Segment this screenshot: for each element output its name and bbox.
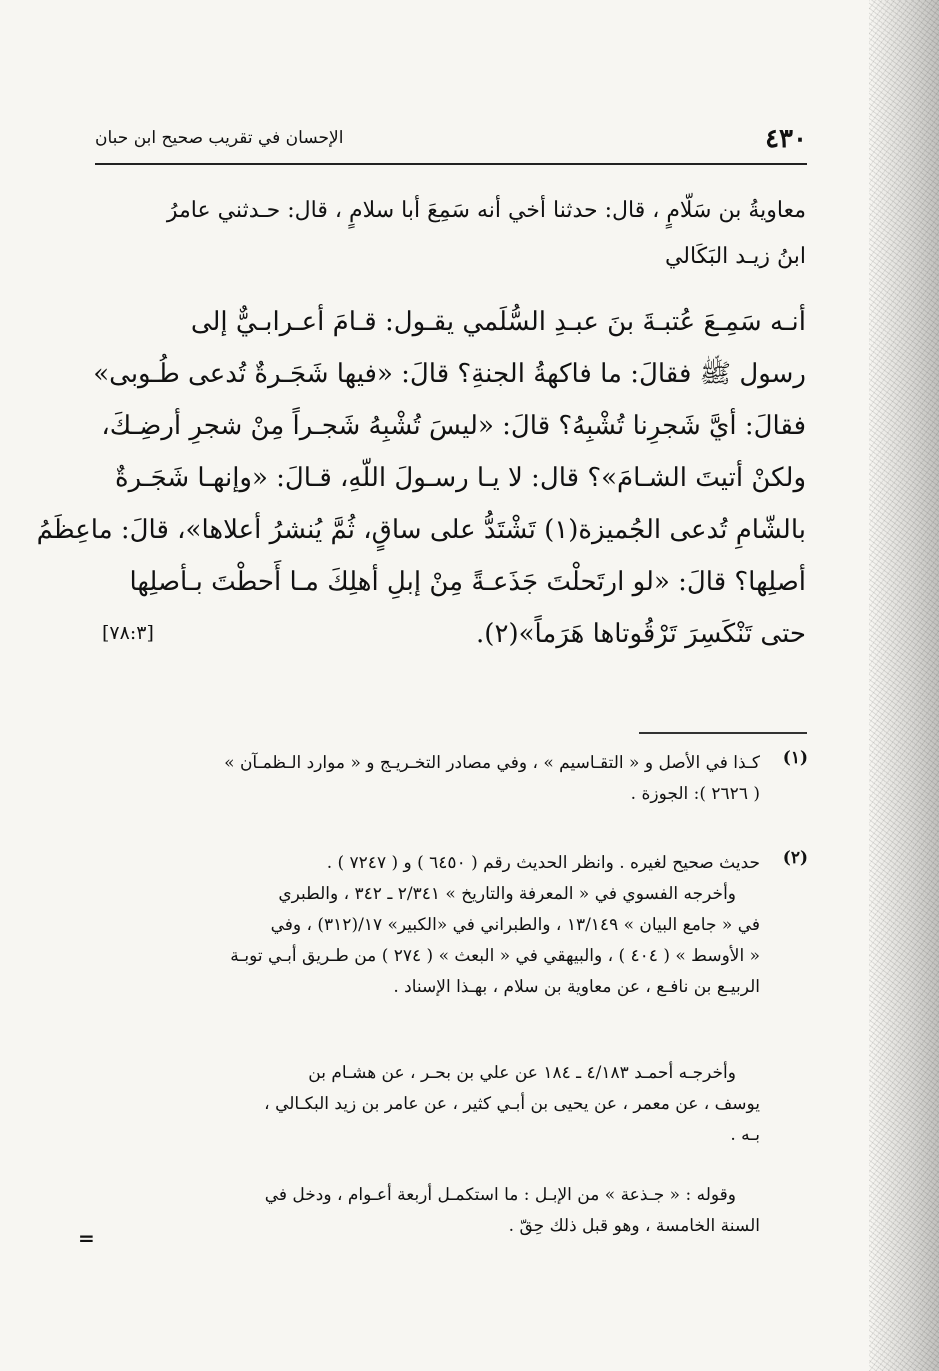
footnote-2 — [104, 848, 808, 1003]
footnote-line: « الأوسط » ( ٤٠٤ ) ، والبيهقي في « البعث » ( ٢٧٤ ) من طـريق أبـي توبـة — [230, 946, 760, 966]
continuation-mark: = — [78, 1226, 95, 1250]
isnad-line: معاويةُ بن سَلّامٍ ، قال: حدثنا أخي أنه سَمِعَ أبا سلامٍ ، قال: حـدثني عامرُ — [166, 198, 806, 223]
matn-line: حتى تَنْكَسِرَ تَرْقُوتاها هَرَماً»(٢). — [476, 619, 806, 649]
volume-reference: [٧٨:٣] — [102, 622, 154, 644]
footnote-line: بـه . — [730, 1125, 760, 1145]
footnote-line: الربيـع بن نافـع ، عن معاوية بن سلام ، بهـذا الإسناد . — [393, 977, 760, 997]
matn-line: أصلِها؟ قالَ: «لو ارتَحلْتَ جَذَعـةً مِنْ إبلِ أهلِكَ مـا أَحطْتَ بـأصلِها — [129, 567, 806, 597]
matn-line: رسول ﷺ فقالَ: ما فاكهةُ الجنةِ؟ قالَ: «فيها شَجَـرةٌ تُدعى طُـوبى» — [93, 359, 806, 389]
matn-line: بالشّامِ تُدعى الجُميزة(١) تَشْتَدُّ على ساقٍ، ثُمَّ يُنشرُ أعلاها»، قالَ: ماعِظَمُ — [36, 515, 806, 545]
matn-line: أنـه سَمِـعَ عُتبـةَ بنَ عبـدِ السُّلَمي يقـول: قـامَ أعـرابـيٌّ إلى — [190, 307, 806, 337]
footnote-line: ( ٢٦٢٦ ): الجوزة . — [630, 784, 760, 804]
footnote-number: (١) — [782, 748, 808, 768]
footnote-line: السنة الخامسة ، وهو قبل ذلك حِقّ . — [508, 1216, 760, 1236]
page-header — [95, 118, 807, 162]
footnote-line: حديث صحيح لغيره . وانظر الحديث رقم ( ٦٤٥٠ ) و ( ٧٢٤٧ ) . — [326, 853, 760, 873]
footnote-separator — [639, 732, 807, 734]
matn-paragraph — [36, 296, 806, 660]
footnote-line: في « جامع البيان » ١٣/١٤٩ ، والطبراني في «الكبير» ١٧/(٣١٢) ، وفي — [270, 915, 760, 935]
footnote-line: وأخرجه الفسوي في « المعرفة والتاريخ » ٢/٣٤١ ـ ٣٤٢ ، والطبري — [278, 884, 736, 904]
footnote-2-gloss-paragraph — [104, 1180, 808, 1242]
page-number: ٤٣٠ — [765, 124, 807, 154]
footnote-line: وأخرجـه أحمـد ٤/١٨٣ ـ ١٨٤ عن علي بن بحـر ، عن هشـام بن — [308, 1063, 736, 1083]
matn-line: ولكنْ أتيتَ الشـامَ»؟ قال: لا يـا رسـولَ اللّهِ، قـالَ: «وإنهـا شَجَـرةٌ — [115, 463, 806, 493]
footnote-1 — [104, 748, 808, 810]
isnad-paragraph — [98, 188, 806, 280]
matn-line: فقالَ: أيَّ شَجرِنا تُشْبِهُ؟ قالَ: «ليسَ تُشْبِهُ شَجـراً مِنْ شجرِ أرضِـكَ، — [101, 411, 806, 441]
footnote-line: يوسف ، عن معمر ، عن يحيى بن أبـي كثير ، عن عامر بن زيد البكـالي ، — [264, 1094, 760, 1114]
isnad-line: ابنُ زيـد البَكَالي — [664, 244, 806, 269]
scan-edge-noise — [869, 0, 939, 1371]
footnote-number: (٢) — [782, 848, 808, 868]
footnote-line: وقوله : « جـذعة » من الإبـل : ما استكمـل أربعة أعـوام ، ودخل في — [264, 1185, 736, 1205]
footnote-2-ahmad-paragraph — [104, 1058, 808, 1151]
header-rule — [95, 163, 807, 165]
footnote-line: كـذا في الأصل و « التقـاسيم » ، وفي مصادر التخـريـج و « موارد الـظمـآن » — [224, 753, 760, 773]
running-title: الإحسان في تقريب صحيح ابن حبان — [95, 128, 344, 148]
